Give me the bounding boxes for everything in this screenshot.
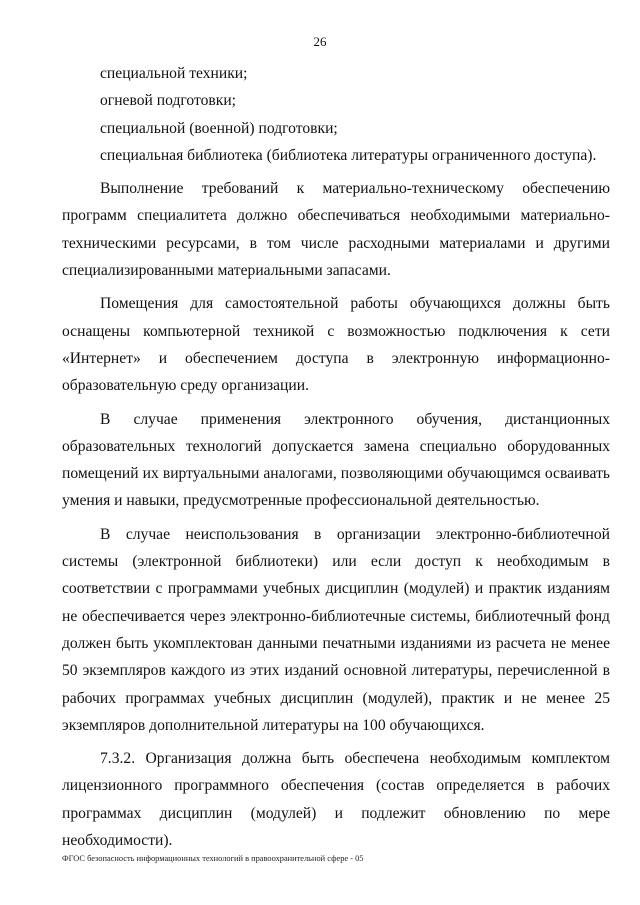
paragraph-self-study-rooms: Помещения для самостоятельной работы обучающихся должны быть оснащены компьютерной техникой с возможностью подключения к сети «Интернет» и обеспечением доступа в электронную информационно-образовательную среду организации.: [62, 295, 610, 395]
paragraph-licensed-software: 7.3.2. Организация должна быть обеспечена необходимым комплектом лицензионного программного обеспечения (состав определяется в рабочих программах дисциплин (модулей) и подлежит обновлению по мере необходимости).: [62, 750, 610, 850]
list-item-fire-training: огневой подготовки;: [100, 92, 237, 110]
list-item-special-equipment: специальной техники;: [100, 65, 248, 82]
paragraph-library-fund: В случае неиспользования в организации электронно-библиотечной системы (электронной библиотеки) или если доступ к необходимым в соответствии с программами учебных дисциплин (модулей) и практик изданиям не обеспечивается через электронно-библиотечные системы, библиотечный фонд должен быть укомплектован данными печатными изданиями из расчета не менее 50 экземпляров каждого из этих изданий основной литературы, перечисленной в рабочих программах учебных дисциплин (модулей), практик и не менее 25 экземпляров дополнительной литературы на 100 обучающихся.: [62, 525, 610, 734]
list-item-special-library: специальная библиотека (библиотека литературы ограниченного доступа).: [100, 146, 597, 164]
page-number: 26: [313, 34, 327, 49]
page-content: [62, 60, 610, 854]
paragraph-e-learning: В случае применения электронного обучения, дистанционных образовательных технологий допускается замена специально оборудованных помещений их виртуальными аналогами, позволяющими обучающимся осваивать умения и навыки, предусмотренные профессиональной деятельностью.: [62, 410, 610, 510]
page-footer: ФГОС безопасность информационных технологий в правоохранительной сфере - 05: [62, 854, 364, 863]
list-item-military-training: специальной (военной) подготовки;: [100, 119, 338, 137]
paragraph-material-requirements: Выполнение требований к материально-техническому обеспечению программ специалитета должно обеспечиваться необходимыми материально-техническими ресурсами, в том числе расходными материалами и другими специализированными материальными запасами.: [62, 180, 610, 280]
